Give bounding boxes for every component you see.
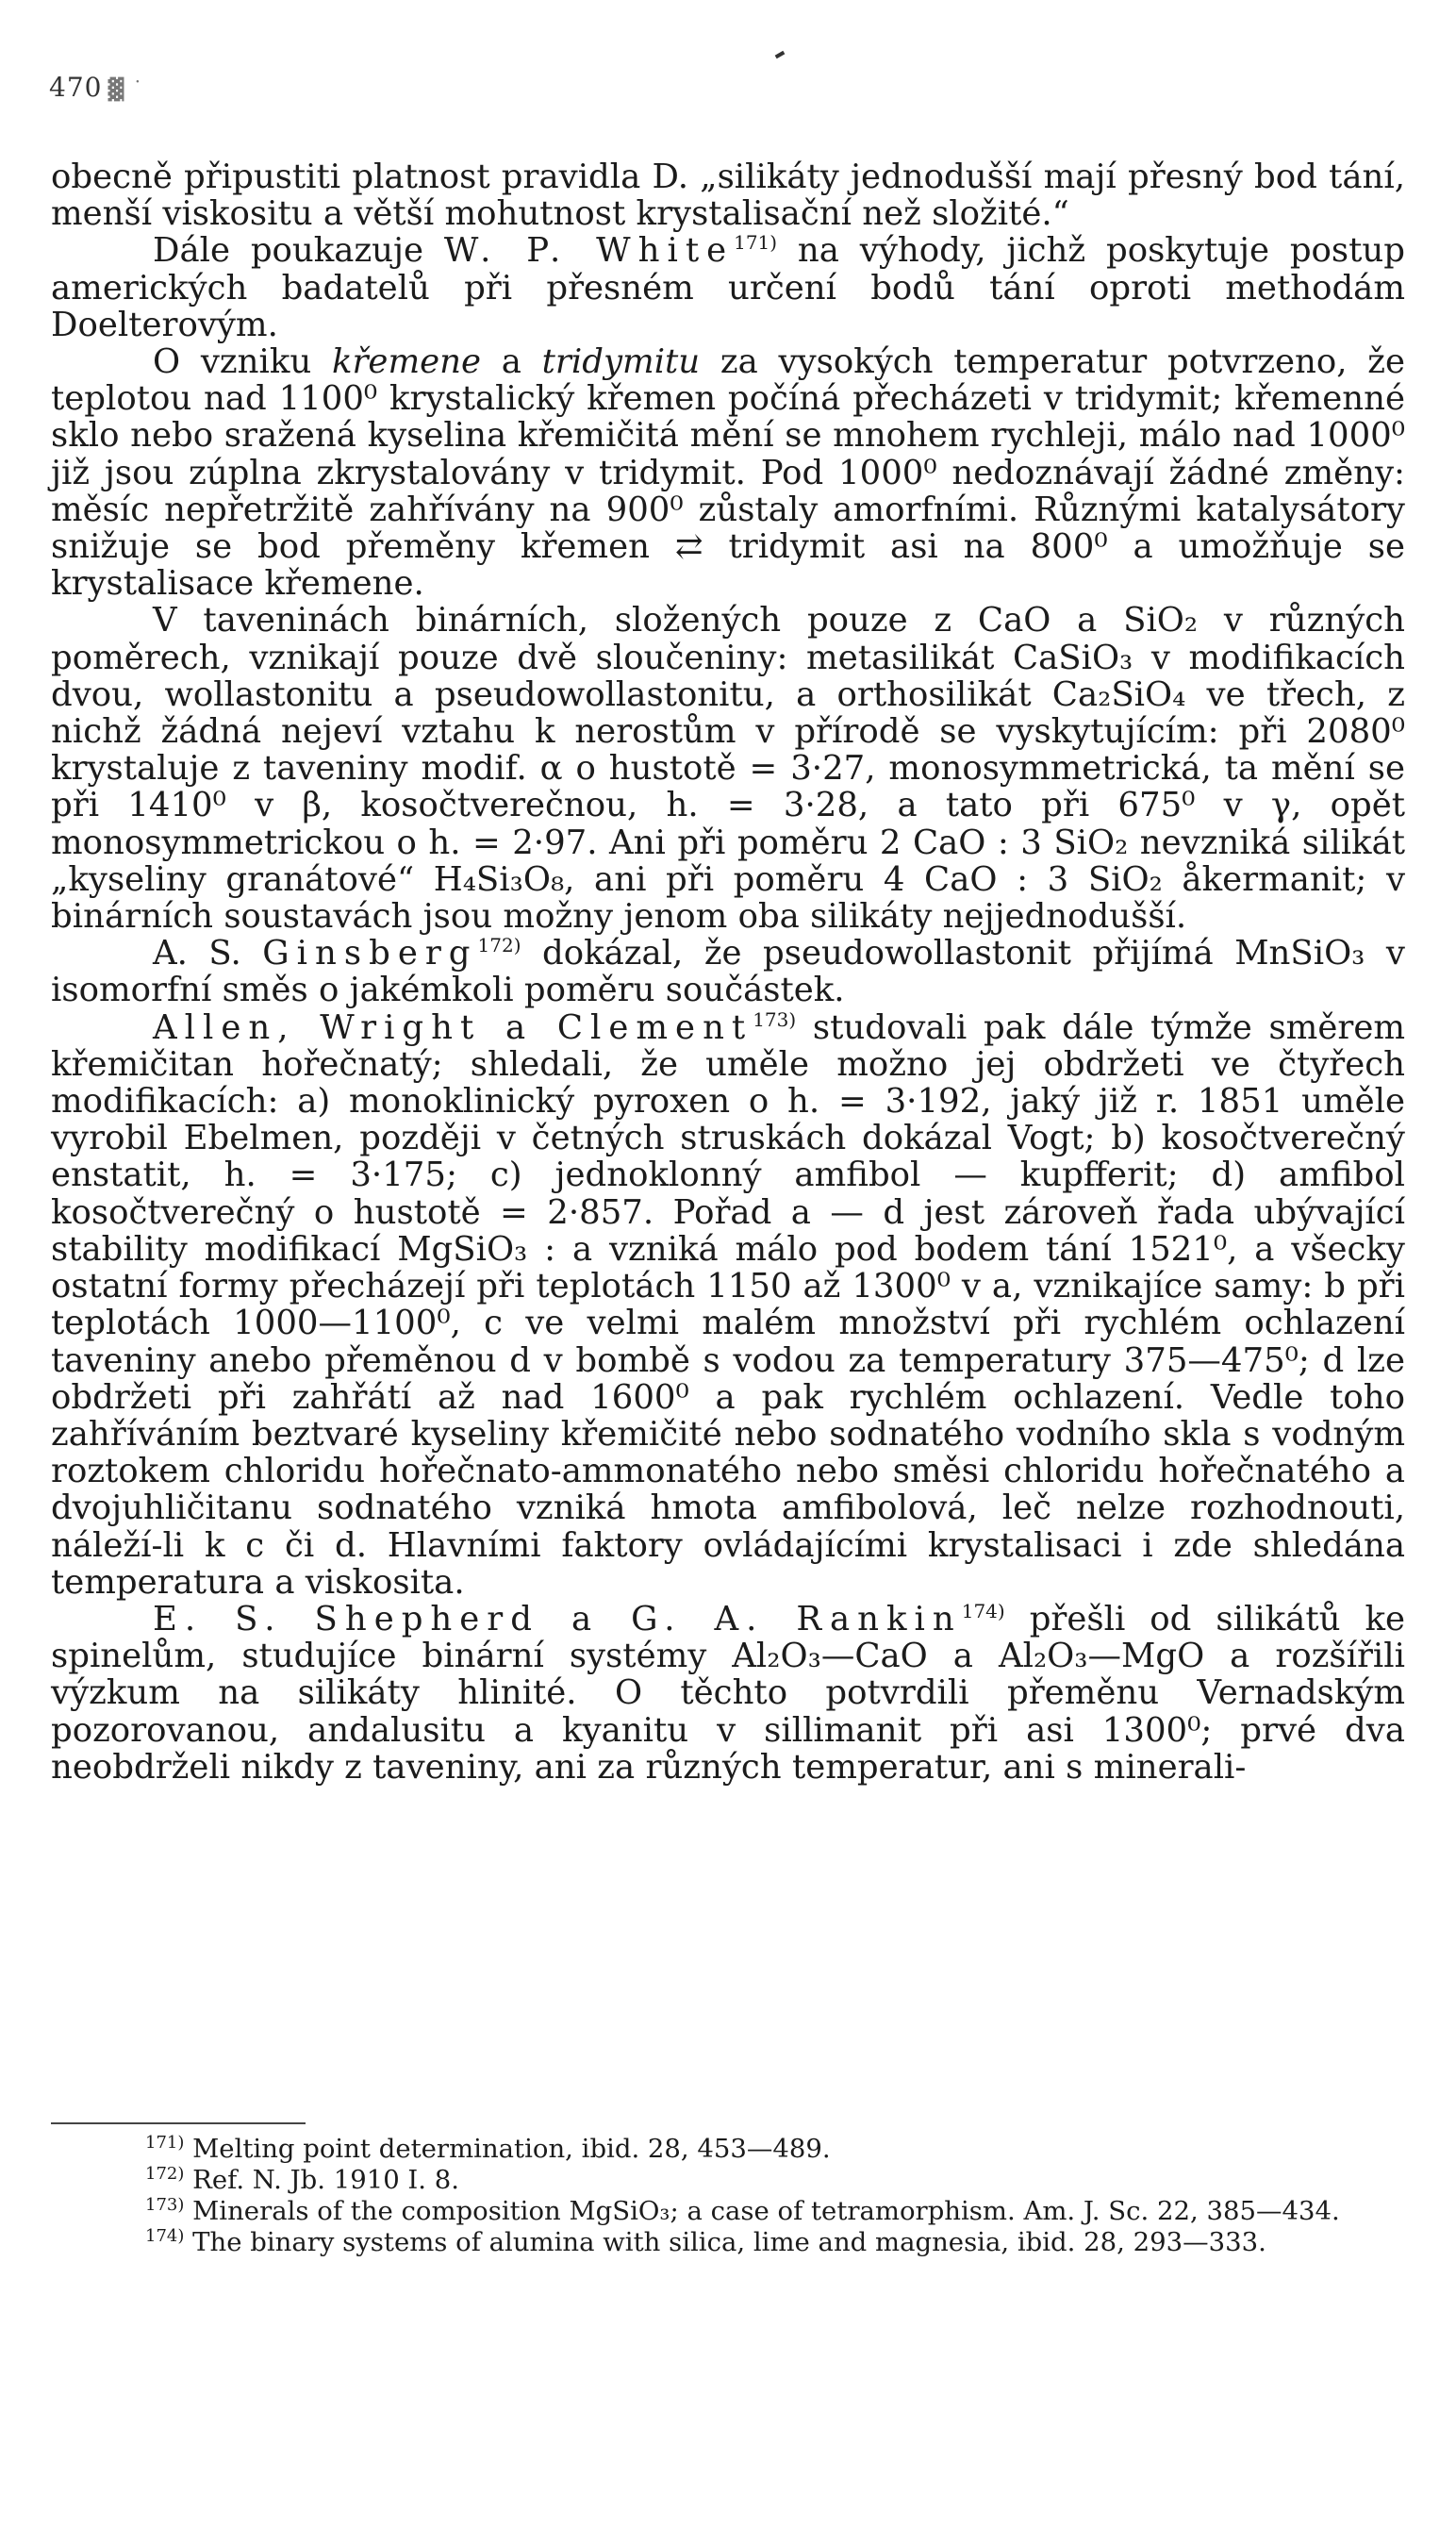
footnote-171: $^{171)}$ Melting point determination, ibid. 28, 453—489. xyxy=(145,2132,831,2164)
footnote-174: $^{174)}$ The binary systems of alumina with silica, lime and magnesia, ibid. 28, 293—333. xyxy=(145,2225,1266,2257)
author-name: W. P. White xyxy=(443,231,735,271)
paragraph-4: V taveninách binárních, složených pouze z CaO a SiO₂ v různých poměrech, vznikají pouze dvě sloučeniny: metasilikát CaSiO₃ v modifikacích dvou, wollastonitu a pseudowollastonitu, a orthosilikát Ca₂SiO₄ ve třech, z nichž žádná nejeví vztahu k nerostům v přírodě se vyskytujícím: při 2080⁰ krystaluje z taveniny modif. α o hustotě = 3·27, monosymmetrická, ta mění se při 1410⁰ v β, kosočtverečnou, h. = 3·28, a tato při 675⁰ v γ, opět monosymmetrickou o h. = 2·97. Ani při poměru 2 CaO : 3 SiO₂ nevzniká silikát „kyseliny granátové“ H₄Si₃O₈, ani při poměru 4 CaO : 3 SiO₂ åkermanit; v binárních soustavách jsou možny jenom oba silikáty nejjednodušší. xyxy=(51,601,1405,937)
body-text xyxy=(51,158,1405,1786)
footnote-rule xyxy=(51,2122,306,2124)
page-mark: ▓ ˙ xyxy=(108,78,144,102)
corner-mark xyxy=(775,51,786,58)
author-name: Allen, Wright a Clement xyxy=(153,1007,753,1047)
term-kremene: křemene xyxy=(331,342,481,382)
footnote-172: $^{172)}$ Ref. N. Jb. 1910 I. 8. xyxy=(145,2163,460,2195)
author-name: E. S. Shepherd a G. A. Rankin xyxy=(153,1599,962,1638)
paragraph-3: O vzniku křemene a tridymitu za vysokých temperatur potvrzeno, že teplotou nad 1100⁰ krystalický křemen počíná přecházeti v tridymit; křemenné sklo nebo sražená kyselina křemičitá mění se mnohem rychleji, málo nad 1000⁰ již jsou zúplna zkrystalovány v tridymit. Pod 1000⁰ nedoznávají žádné změny: měsíc nepřetržitě zahřívány na 900⁰ zůstaly amorfními. Různými katalysátory snižuje se bod přeměny křemen ⇄ tridymit asi na 800⁰ a umožňuje se krystalisace křemene. xyxy=(51,342,1406,604)
footnote-ref: 174) xyxy=(961,1600,1005,1623)
page-number: 470 ▓ ˙ xyxy=(49,72,144,103)
paragraph-1: obecně připustiti platnost pravidla D. „silikáty jednodušší mají přesný bod tání, menší viskositu a větší mohutnost krystalisační než složité.“ xyxy=(51,158,1405,234)
footnotes-block xyxy=(51,2122,1405,2258)
author-name: Ginsberg xyxy=(262,934,478,973)
term-tridymitu: tridymitu xyxy=(541,342,701,382)
paragraph-5: A. S. Ginsberg$^{172)}$ dokázal, že pseudowollastonit přijímá MnSiO₃ v isomorfní směs o jakémkoli poměru součástek. xyxy=(51,934,1405,1010)
paragraph-6: Allen, Wright a Clement$^{173)}$ studovali pak dále týmže směrem křemičitan hořečnatý; shledali, že uměle možno jej obdržeti ve čtyřech modifikacích: a) monoklinický pyroxen o h. = 3·192, jaký již r. 1851 uměle vyrobil Ebelmen, později v četných struskách dokázal Vogt; b) kosočtverečný enstatit, h. = 3·175; c) jednoklonný amfibol — kupfferit; d) amfibol kosočtverečný o hustotě = 2·857. Pořad a — d jest zároveň řada ubývající stability modifikací MgSiO₃ : a vzniká málo pod bodem tání 1521⁰, a všecky ostatní formy přecházejí při teplotách 1150 až 1300⁰ v a, vznikajíce samy: b při teplotách 1000—1100⁰, c ve velmi malém množství při rychlém ochlazení taveniny anebo přeměnou d v bombě s vodou za temperatury 375—475⁰; d lze obdržeti při zahřátí až nad 1600⁰ a pak rychlém ochlazení. Vedle toho zahříváním beztvaré kyseliny křemičité nebo sodnatého vodního skla s vodným roztokem chloridu hořečnato-ammonatého nebo směsi chloridu hořečnatého a dvojuhličitanu sodnatého vzniká hmota amfibolová, leč nelze rozhodnouti, náleží-li k c či d. Hlavními faktory ovládajícími krystalisaci i zde shledána temperatura a viskosita. xyxy=(51,1007,1405,1602)
footnote-ref: 173) xyxy=(753,1007,797,1031)
footnote-173: $^{173)}$ Minerals of the composition MgSiO₃; a case of tetramorphism. Am. J. Sc. 22, 385—434. xyxy=(145,2194,1340,2226)
footnote-ref: 171) xyxy=(734,231,778,255)
paragraph-2: Dále poukazuje W. P. White$^{171)}$ na výhody, jichž poskytuje postup amerických badatelů při přesném určení bodů tání oproti methodám Doelterovým. xyxy=(51,231,1406,344)
footnote-ref: 172) xyxy=(477,934,521,957)
paragraph-7: E. S. Shepherd a G. A. Rankin$^{174)}$ přešli od silikátů ke spinelům, studujíce binární systémy Al₂O₃—CaO a Al₂O₃—MgO a rozšířili výzkum na silikáty hlinité. O těchto potvrdili přeměnu Vernadským pozorovanou, andalusitu a kyanitu v sillimanit při asi 1300⁰; prvé dva neobdrželi nikdy z taveniny, ani za různých temperatur, ani s minerali- xyxy=(51,1599,1405,1787)
